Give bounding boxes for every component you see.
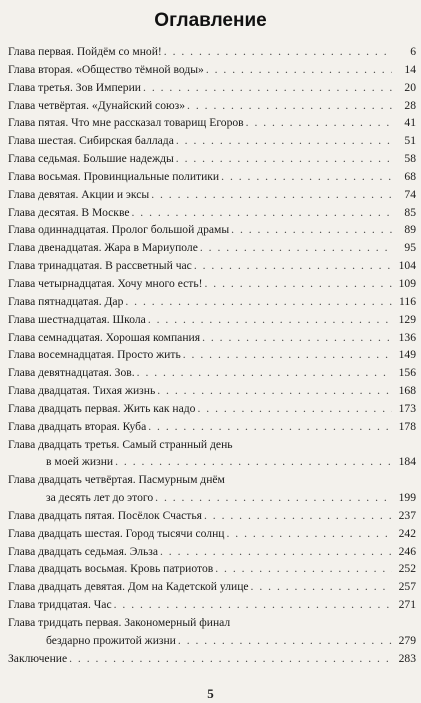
dot-leader: [221, 168, 392, 186]
chapter-page-number: 109: [398, 276, 416, 290]
chapter-title: Глава двадцать седьмая. Эльза: [8, 544, 158, 558]
toc-entry: [8, 114, 416, 132]
toc-entry-line: [8, 43, 416, 61]
toc-entry: [8, 79, 416, 97]
chapter-page-number: 237: [398, 508, 416, 522]
chapter-page-number: 20: [404, 80, 416, 94]
chapter-title: Глава двадцать вторая. Куба: [8, 419, 147, 433]
chapter-title: Глава четырнадцатая. Хочу много есть!: [8, 276, 203, 290]
chapter-title: Глава десятая. В Москве: [8, 205, 130, 219]
toc-entry-line: [8, 418, 416, 436]
dot-leader: [176, 132, 392, 150]
chapter-page-number: 28: [404, 98, 416, 112]
dot-leader: [125, 293, 392, 311]
toc-entry-continuation: [8, 489, 416, 507]
chapter-page-number: 283: [398, 651, 416, 665]
chapter-page-number: 178: [398, 419, 416, 433]
toc-entry: [8, 97, 416, 115]
toc-entry-line: [8, 614, 416, 632]
dot-leader: [114, 596, 392, 614]
toc-entry-line: [8, 560, 416, 578]
toc-entry: [8, 293, 416, 311]
dot-leader: [137, 364, 392, 382]
toc-entry-line: [8, 114, 416, 132]
chapter-title: Глава двадцать восьмая. Кровь патриотов: [8, 562, 214, 576]
chapter-title: Глава тринадцатая. В рассветный час: [8, 259, 192, 273]
chapter-title: Глава седьмая. Большие надежды: [8, 152, 174, 166]
page-number: 5: [207, 686, 214, 701]
dot-leader: [157, 382, 392, 400]
chapter-title: за десять лет до этого: [46, 491, 154, 505]
dot-leader: [115, 453, 392, 471]
page-title: Оглавление: [154, 10, 267, 31]
toc-entry-line: [8, 221, 416, 239]
dot-leader: [226, 525, 392, 543]
chapter-title: бездарно прожитой жизни: [46, 633, 176, 647]
toc-entry-line: [8, 293, 416, 311]
toc-entry: [8, 364, 416, 382]
dot-leader: [206, 61, 392, 79]
dot-leader: [202, 329, 392, 347]
toc-entry: [8, 596, 416, 614]
toc-entry-line: [8, 132, 416, 150]
toc-entry: [8, 400, 416, 418]
toc-entry: [8, 507, 416, 525]
toc-entry-line: [8, 186, 416, 204]
chapter-page-number: 14: [404, 62, 416, 76]
toc-entry: [8, 436, 416, 472]
chapter-title: Глава двадцатая. Тихая жизнь: [8, 384, 156, 398]
dot-leader: [183, 346, 392, 364]
dot-leader: [160, 543, 392, 561]
chapter-page-number: 104: [398, 259, 416, 273]
toc-entry-line: [8, 257, 416, 275]
dot-leader: [148, 418, 392, 436]
dot-leader: [197, 400, 392, 418]
toc-entry: [8, 61, 416, 79]
toc-entry: [8, 543, 416, 561]
toc-entry: [8, 382, 416, 400]
dot-leader: [155, 489, 392, 507]
chapter-title: Заключение: [8, 651, 68, 665]
chapter-page-number: 279: [398, 633, 416, 647]
dot-leader: [187, 97, 392, 115]
chapter-page-number: 58: [404, 152, 416, 166]
toc-entry: [8, 329, 416, 347]
chapter-title: Глава девятая. Акции и эксы: [8, 187, 150, 201]
chapter-title: Глава одиннадцатая. Пролог большой драмы: [8, 223, 230, 237]
dot-leader: [176, 150, 392, 168]
chapter-title: Глава шестнадцатая. Школа: [8, 312, 146, 326]
chapter-title: Глава вторая. «Общество тёмной воды»: [8, 62, 204, 76]
chapter-page-number: 184: [398, 455, 416, 469]
toc-entry-line: [8, 150, 416, 168]
toc-entry-line: [8, 204, 416, 222]
toc-entry-line: [8, 543, 416, 561]
toc-entry: [8, 650, 416, 668]
dot-leader: [205, 275, 393, 293]
toc-entry-line: [8, 507, 416, 525]
chapter-title: Глава двенадцатая. Жара в Мариуполе: [8, 241, 198, 255]
toc-entry: [8, 221, 416, 239]
chapter-page-number: 74: [404, 187, 416, 201]
chapter-title: Глава тридцать первая. Закономерный финал: [8, 616, 231, 629]
table-of-contents: [8, 43, 416, 668]
toc-entry-line: [8, 346, 416, 364]
toc-entry: [8, 275, 416, 293]
dot-leader: [215, 560, 392, 578]
chapter-page-number: 129: [398, 312, 416, 326]
toc-entry: [8, 132, 416, 150]
chapter-title: Глава двадцать девятая. Дом на Кадетской улице: [8, 580, 249, 594]
toc-entry-line: [8, 382, 416, 400]
toc-entry-line: [8, 471, 416, 489]
chapter-page-number: 89: [404, 223, 416, 237]
chapter-page-number: 116: [399, 294, 416, 308]
chapter-page-number: 6: [410, 45, 416, 58]
toc-entry-line: [8, 578, 416, 596]
chapter-title: Глава двадцать третья. Самый странный день: [8, 437, 233, 451]
toc-entry: [8, 525, 416, 543]
toc-entry-line: [8, 61, 416, 79]
toc-entry: [8, 168, 416, 186]
dot-leader: [69, 650, 392, 668]
toc-entry-line: [8, 596, 416, 614]
dot-leader: [200, 239, 392, 257]
dot-leader: [231, 221, 392, 239]
dot-leader: [148, 311, 392, 329]
toc-entry: [8, 239, 416, 257]
toc-entry-line: [8, 650, 416, 668]
dot-leader: [246, 114, 392, 132]
chapter-page-number: 271: [398, 598, 416, 612]
chapter-title: Глава двадцать четвёртая. Пасмурным днём: [8, 473, 225, 487]
toc-entry: [8, 614, 416, 650]
toc-entry-line: [8, 329, 416, 347]
chapter-page-number: 136: [398, 330, 416, 344]
chapter-title: Глава пятнадцатая. Дар: [8, 294, 124, 308]
chapter-title: Глава двадцать пятая. Посёлок Счастья: [8, 508, 202, 522]
chapter-page-number: 252: [398, 562, 416, 576]
dot-leader: [151, 186, 392, 204]
toc-entry: [8, 346, 416, 364]
toc-entry: [8, 43, 416, 61]
toc-entry-line: [8, 311, 416, 329]
chapter-page-number: 51: [404, 134, 416, 148]
toc-entry-line: [8, 436, 416, 454]
toc-entry-continuation: [8, 632, 416, 650]
chapter-page-number: 95: [404, 241, 416, 255]
dot-leader: [204, 507, 392, 525]
chapter-title: Глава четвёртая. «Дунайский союз»: [8, 98, 186, 112]
dot-leader: [143, 79, 392, 97]
chapter-title: Глава пятая. Что мне рассказал товарищ Егоров: [8, 116, 244, 130]
toc-entry-line: [8, 275, 416, 293]
chapter-title: Глава первая. Пойдём со мной!: [8, 45, 162, 58]
chapter-title: Глава девятнадцатая. Зов.: [8, 366, 135, 380]
chapter-title: Глава восемнадцатая. Просто жить: [8, 348, 181, 362]
toc-entry-line: [8, 239, 416, 257]
chapter-title: в моей жизни: [46, 455, 114, 469]
chapter-title: Глава шестая. Сибирская баллада: [8, 134, 174, 148]
chapter-page-number: 199: [398, 491, 416, 505]
dot-leader: [132, 204, 393, 222]
toc-entry-line: [8, 400, 416, 418]
toc-entry-continuation: [8, 453, 416, 471]
toc-entry: [8, 560, 416, 578]
dot-leader: [251, 578, 392, 596]
chapter-page-number: 68: [404, 169, 416, 183]
toc-entry: [8, 471, 416, 507]
chapter-title: Глава тридцатая. Час: [8, 598, 112, 612]
chapter-page-number: 41: [404, 116, 416, 130]
toc-entry: [8, 186, 416, 204]
chapter-page-number: 156: [398, 366, 416, 380]
dot-leader: [194, 257, 392, 275]
toc-entry-line: [8, 364, 416, 382]
chapter-title: Глава двадцать шестая. Город тысячи солнц: [8, 526, 225, 540]
dot-leader: [164, 43, 392, 61]
chapter-page-number: 242: [398, 526, 416, 540]
chapter-page-number: 85: [404, 205, 416, 219]
dot-leader: [178, 632, 392, 650]
toc-entry-line: [8, 525, 416, 543]
toc-entry: [8, 204, 416, 222]
chapter-page-number: 246: [398, 544, 416, 558]
chapter-page-number: 257: [398, 580, 416, 594]
chapter-page-number: 149: [398, 348, 416, 362]
chapter-title: Глава восьмая. Провинциальные политики: [8, 169, 220, 183]
toc-entry-line: [8, 97, 416, 115]
chapter-page-number: 173: [398, 401, 416, 415]
toc-entry: [8, 257, 416, 275]
toc-entry-line: [8, 79, 416, 97]
chapter-page-number: 168: [398, 384, 416, 398]
chapter-title: Глава третья. Зов Империи: [8, 80, 142, 94]
toc-entry: [8, 418, 416, 436]
toc-entry: [8, 311, 416, 329]
toc-entry: [8, 150, 416, 168]
toc-entry: [8, 578, 416, 596]
chapter-title: Глава двадцать первая. Жить как надо: [8, 401, 196, 415]
chapter-title: Глава семнадцатая. Хорошая компания: [8, 330, 201, 344]
toc-entry-line: [8, 168, 416, 186]
